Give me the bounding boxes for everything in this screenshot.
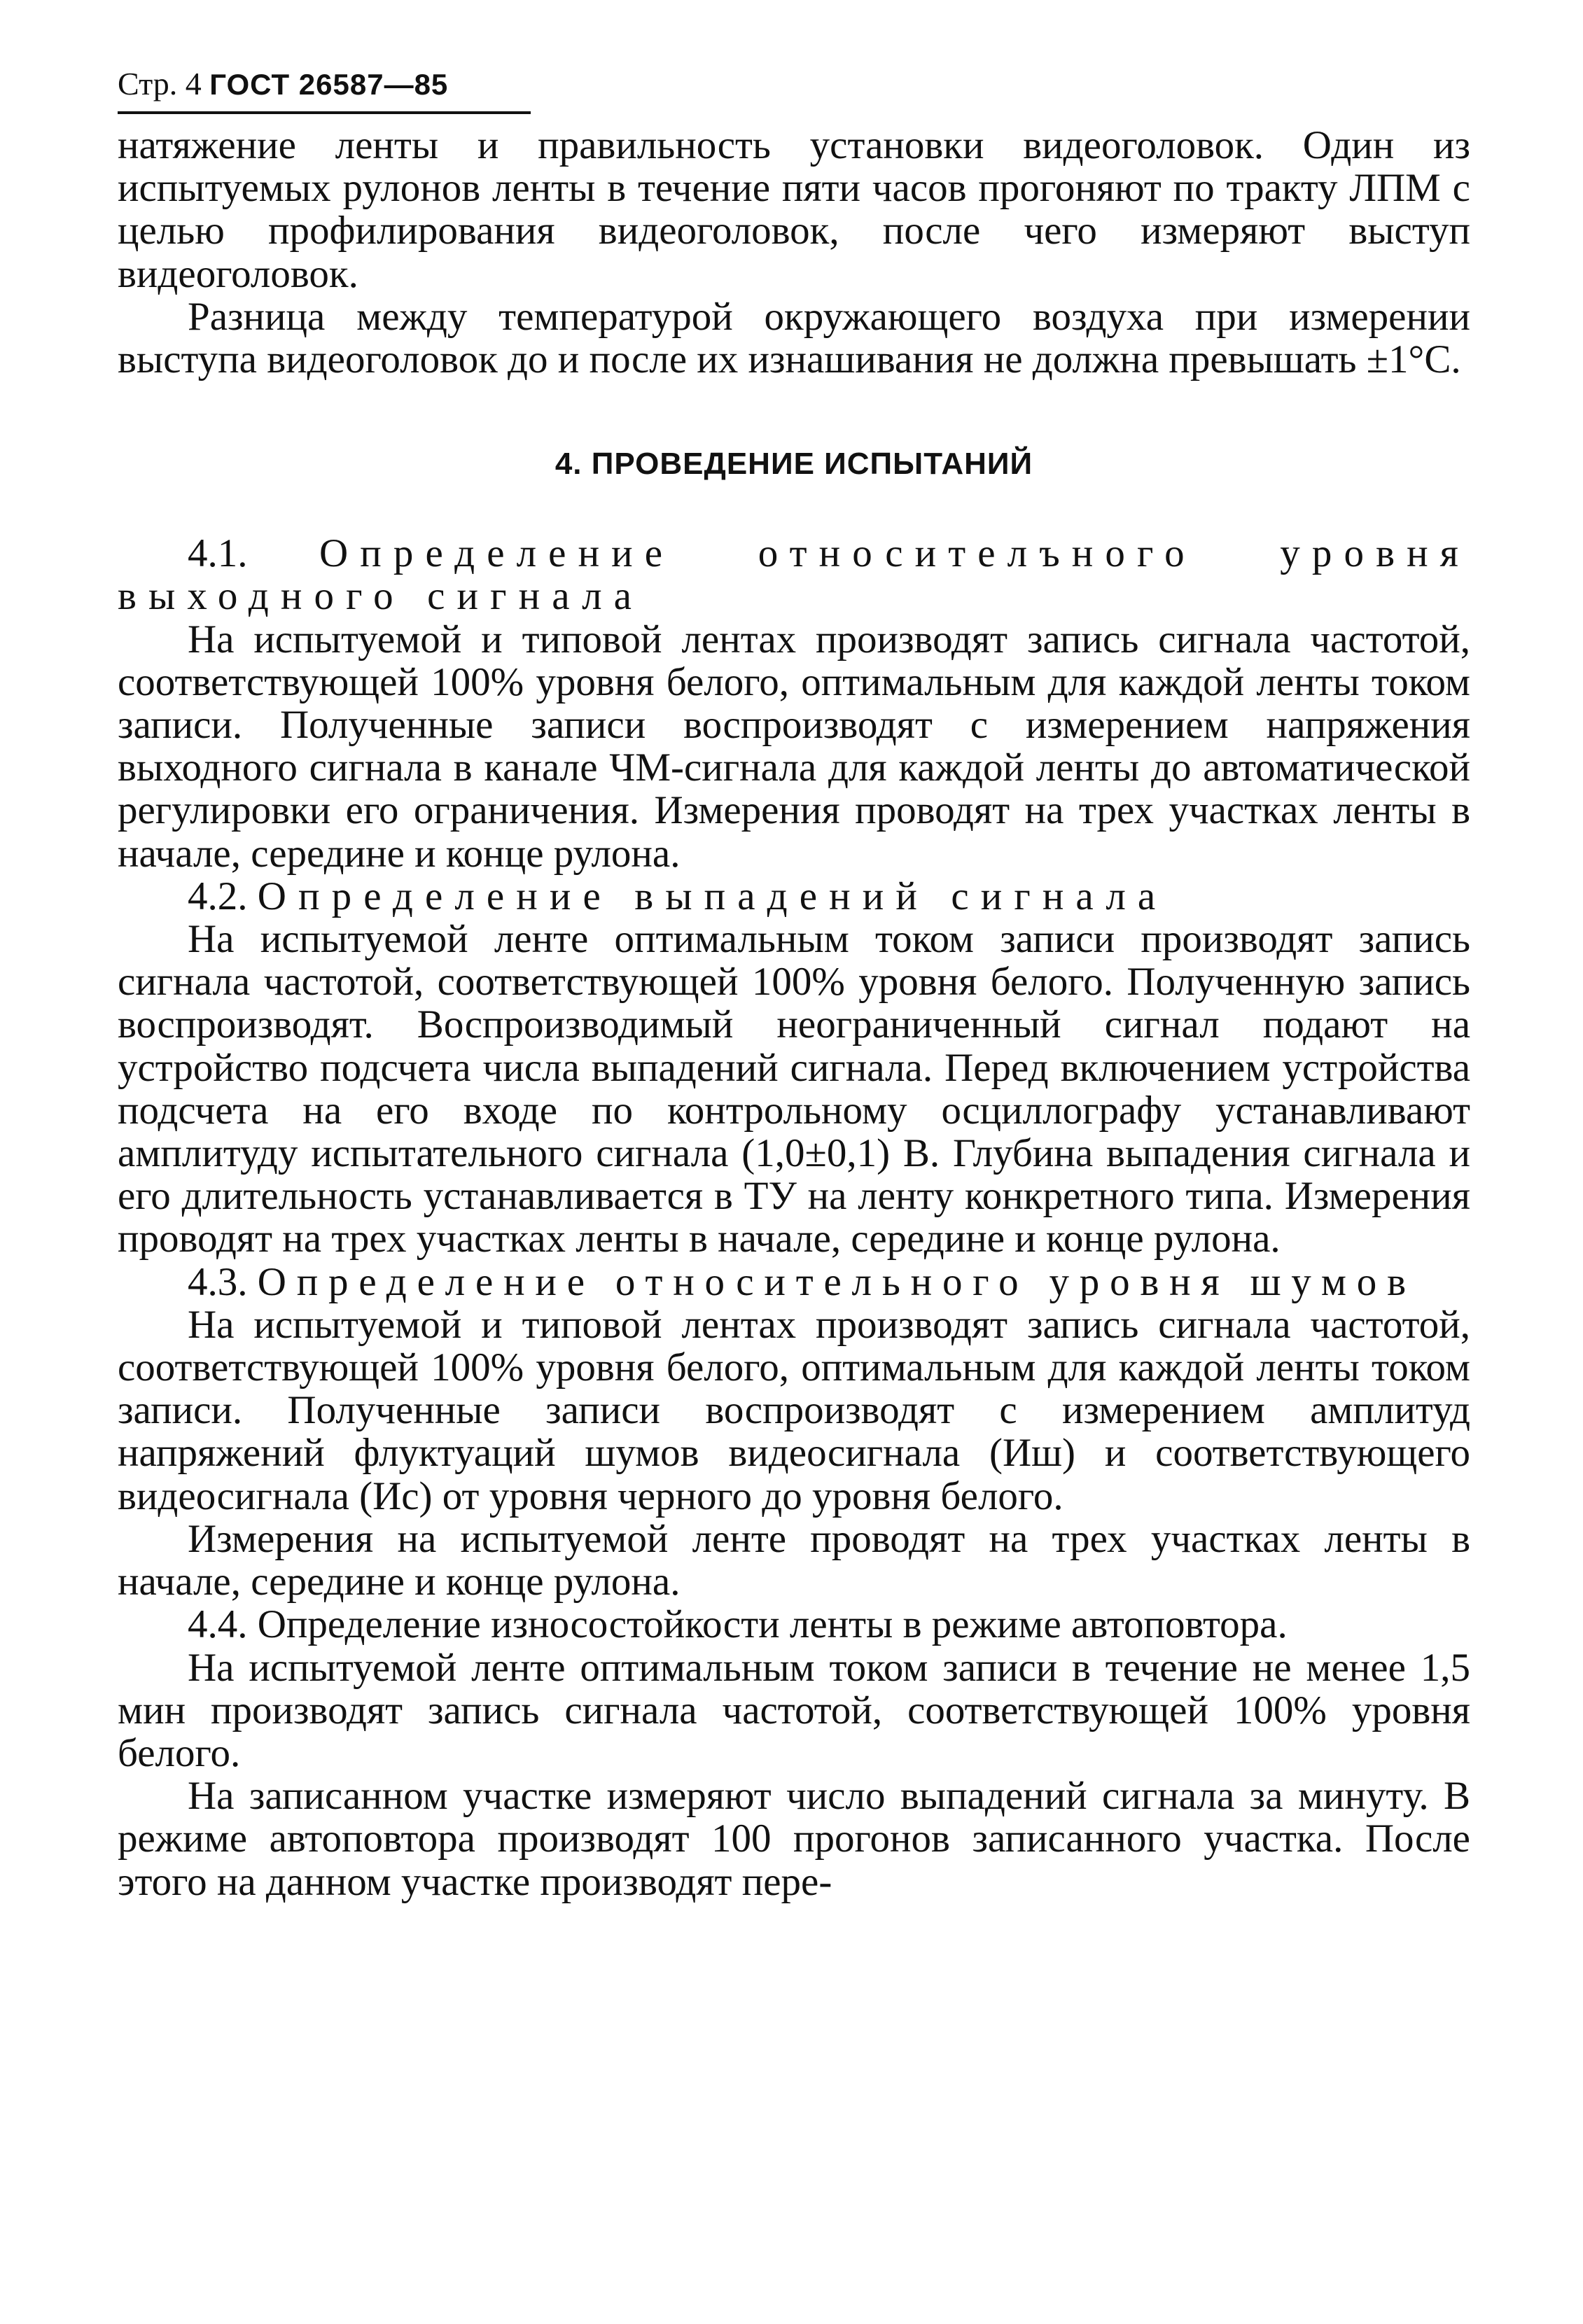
- running-header: [118, 64, 531, 114]
- item-4-1-paragraph: На испытуемой и типовой лентах производят запись сигнала частотой, соответствующей 100% уровня белого, оптимальным для каждой ленты током записи. Полученные записи воспроизводят с измерением напряжения выходного сигнала в канале ЧМ-сигнала для каждой ленты до автоматической регулировки его ограничения. Измерения проводят на трех участках ленты в начале, середине и конце рулона.: [118, 617, 1470, 876]
- item-4-4-paragraph-1: На испытуемой ленте оптимальным током записи в течение не менее 1,5 мин производят запись сигнала частотой, соответствующей 100% уровня белого.: [118, 1645, 1470, 1775]
- intro-paragraph-1: натяжение ленты и правильность установки видеоголовок. Один из испытуемых рулонов ленты в течение пяти часов прогоняют по тракту ЛПМ с целью профилирования видеоголовок, после чего измеряют выступ видеоголовок.: [118, 123, 1470, 296]
- intro-paragraph-2: Разница между температурой окружающего воздуха при измерении выступа видеоголовок до и после их изнашивания не должна превышать ±1°С.: [118, 294, 1470, 382]
- item-4-2-heading: [118, 875, 1470, 918]
- item-4-1-heading: [118, 532, 1470, 617]
- document-page: [118, 64, 1470, 1903]
- item-4-3-title: Определение относительного уровня шумов: [257, 1259, 1416, 1304]
- document-body: [118, 124, 1470, 1903]
- item-4-3-number: 4.3.: [188, 1259, 248, 1304]
- item-4-4-title: Определение износостойкости ленты в режиме автоповтора.: [257, 1602, 1288, 1647]
- item-4-4-paragraph-2: На записанном участке измеряют число выпадений сигнала за минуту. В режиме автоповтора производят 100 прогонов записанного участка. После этого на данном участке производят пере-: [118, 1774, 1470, 1904]
- item-4-2-number: 4.2.: [188, 874, 248, 918]
- page-label: Стр. 4: [118, 66, 202, 102]
- item-4-1-title: Определение относителъного уровня выходного сигнала: [118, 531, 1471, 619]
- item-4-2-title: Определение выпадений сигнала: [257, 874, 1168, 918]
- item-4-2-paragraph: На испытуемой ленте оптимальным током записи производят запись сигнала частотой, соответствующей 100% уровня белого. Полученную запись воспроизводят. Воспроизводимый неограниченный сигнал подают на устройство подсчета числа выпадений сигнала. Перед включением устройства подсчета на его входе по контрольному осциллографу устанавливают амплитуду испытательного сигнала (1,0±0,1) В. Глубина выпадения сигнала и его длительность устанавливается в ТУ на ленту конкретного типа. Измерения проводят на трех участках ленты в начале, середине и конце рулона.: [118, 917, 1470, 1261]
- standard-number: ГОСТ 26587—85: [209, 68, 449, 101]
- item-4-3-paragraph-2: Измерения на испытуемой ленте проводят на трех участках ленты в начале, середине и конце рулона.: [118, 1516, 1470, 1604]
- item-4-3-heading: [118, 1261, 1470, 1303]
- item-4-4-heading: [118, 1603, 1470, 1646]
- item-4-3-paragraph-1: На испытуемой и типовой лентах производят запись сигнала частотой, соответствующей 100% уровня белого, оптимальным для каждой ленты током записи. Полученные записи воспроизводят с измерением амплитуд напряжений флуктуаций шумов видеосигнала (Иш) и соответствующего видеосигнала (Ис) от уровня черного до уровня белого.: [118, 1302, 1470, 1518]
- item-4-1-number: 4.1.: [188, 531, 248, 576]
- item-4-4-number: 4.4.: [188, 1602, 248, 1647]
- section-title: 4. ПРОВЕДЕНИЕ ИСПЫТАНИЙ: [555, 447, 1033, 482]
